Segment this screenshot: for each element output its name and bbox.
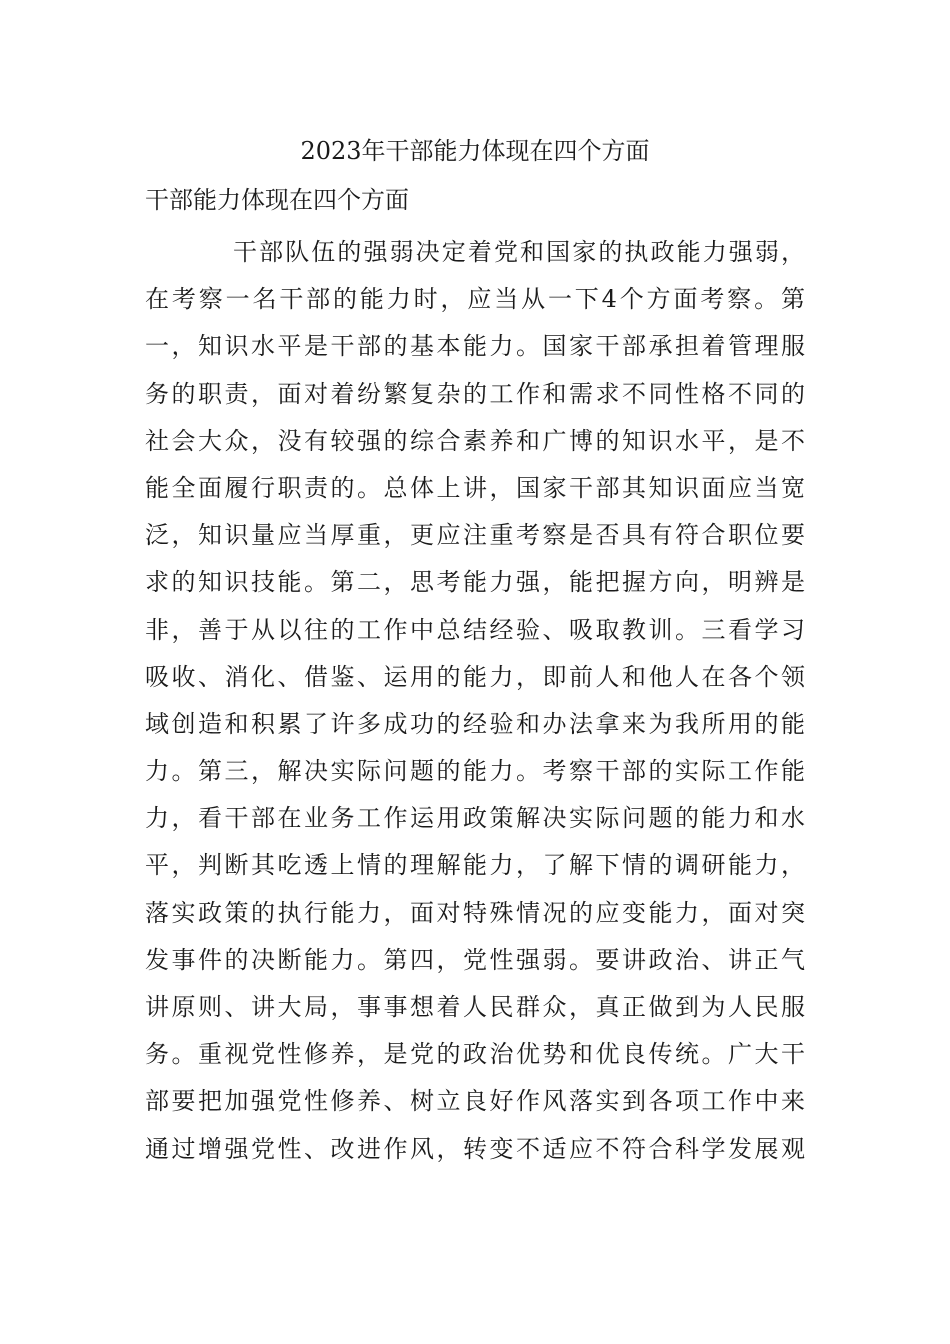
document-subtitle: 干部能力体现在四个方面 [145, 186, 409, 214]
text-line: 务的职责，面对着纷繁复杂的工作和需求不同性格不同的 [145, 379, 805, 408]
text-line: 力。第三，解决实际问题的能力。考察干部的实际工作能 [145, 757, 805, 786]
text-line: 讲原则、讲大局，事事想着人民群众，真正做到为人民服 [145, 993, 805, 1021]
text-line: 能全面履行职责的。总体上讲，国家干部其知识面应当宽 [145, 473, 805, 502]
text-line: 平，判断其吃透上情的理解能力，了解下情的调研能力， [145, 851, 805, 880]
text-line: 部要把加强党性修养、树立良好作风落实到各项工作中来 [145, 1087, 805, 1116]
text-line: 一，知识水平是干部的基本能力。国家干部承担着管理服 [145, 332, 805, 361]
text-line: 吸收、消化、借鉴、运用的能力，即前人和他人在各个领 [145, 662, 805, 691]
text-line: 干部队伍的强弱决定着党和国家的执政能力强弱， [233, 238, 805, 266]
text-line: 求的知识技能。第二，思考能力强，能把握方向，明辨是 [145, 568, 805, 597]
text-line: 泛，知识量应当厚重，更应注重考察是否具有符合职位要 [145, 521, 805, 550]
text-line: 在考察一名干部的能力时，应当从一下4个方面考察。第 [145, 285, 805, 314]
text-line: 发事件的决断能力。第四，党性强弱。要讲政治、讲正气 [145, 945, 805, 974]
text-line: 社会大众，没有较强的综合素养和广博的知识水平，是不 [145, 426, 805, 455]
body-paragraph [145, 229, 805, 1173]
text-line: 非，善于从以往的工作中总结经验、吸取教训。三看学习 [145, 615, 805, 644]
text-line: 落实政策的执行能力，面对特殊情况的应变能力，面对突 [145, 898, 805, 927]
document-title: 2023年干部能力体现在四个方面 [300, 137, 650, 165]
text-line: 力，看干部在业务工作运用政策解决实际问题的能力和水 [145, 804, 805, 833]
text-line: 域创造和积累了许多成功的经验和办法拿来为我所用的能 [145, 709, 805, 738]
text-line: 通过增强党性、改进作风，转变不适应不符合科学发展观 [145, 1134, 805, 1163]
text-line: 务。重视党性修养，是党的政治优势和优良传统。广大干 [145, 1040, 805, 1069]
